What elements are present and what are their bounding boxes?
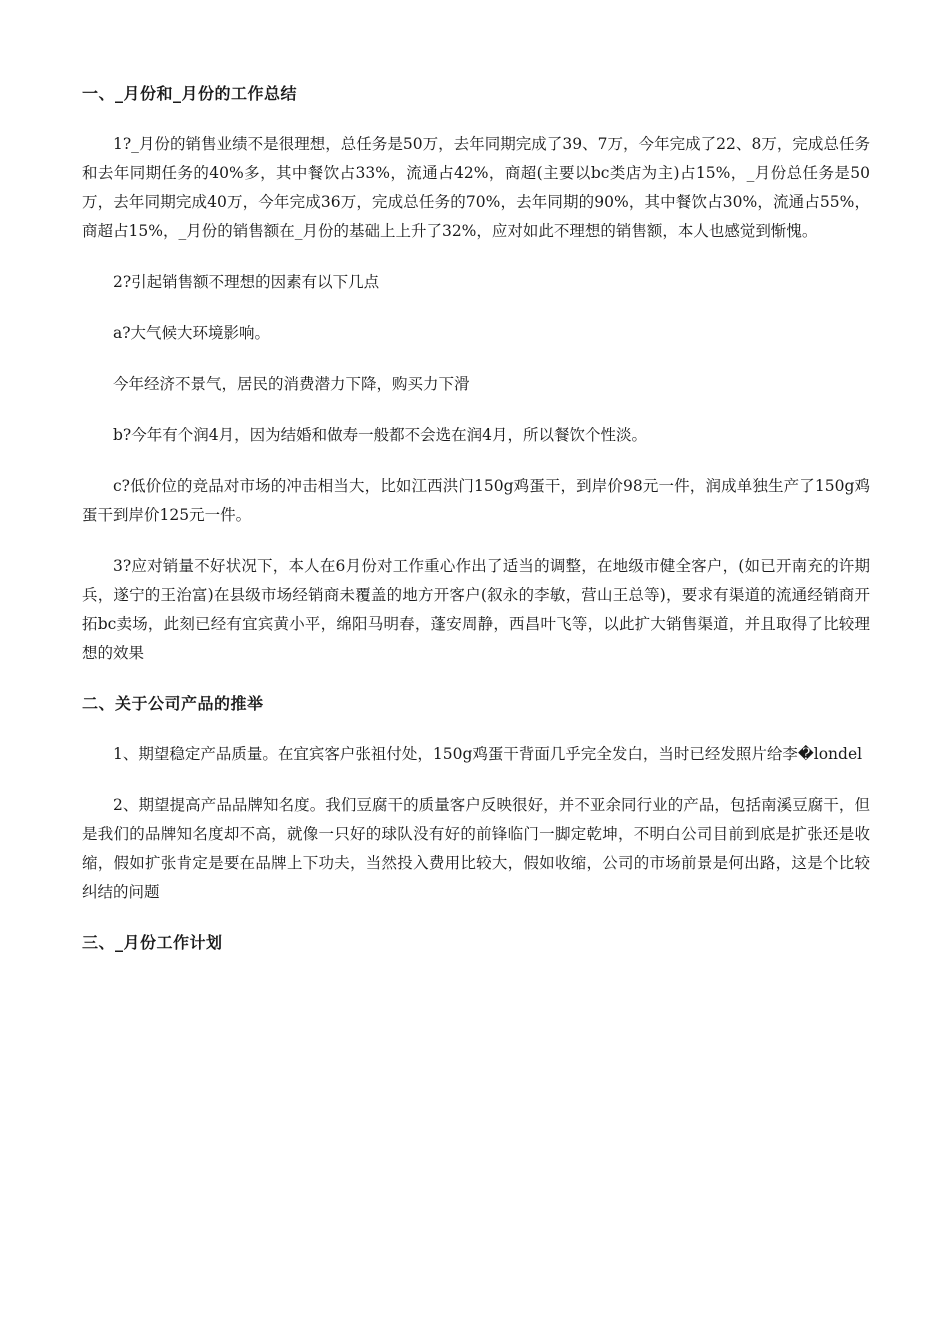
document-page xyxy=(82,80,870,979)
section-heading-1: 一、_月份和_月份的工作总结 xyxy=(82,84,298,103)
paragraph-1-7: 3?应对销量不好状况下，本人在6月份对工作重心作出了适当的调整，在地级市健全客户，(如已开南充的许期兵，遂宁的王治富)在县级市场经销商未覆盖的地方开客户(叙永的李敏，营山王总等)，要求有渠道的流通经销商开拓bc卖场，此刻已经有宜宾黄小平，绵阳马明春，蓬安周静，西昌叶飞等，以此扩大销售渠道，并且取得了比较理想的效果 xyxy=(82,557,870,662)
section-heading-3: 三、_月份工作计划 xyxy=(82,933,223,952)
paragraph-1-2: 2?引起销售额不理想的因素有以下几点 xyxy=(113,273,380,291)
paragraph-1-6: c?低价位的竞品对市场的冲击相当大，比如江西洪门150g鸡蛋干，到岸价98元一件，润成单独生产了150g鸡蛋干到岸价125元一件。 xyxy=(82,477,870,524)
paragraph-1-4: 今年经济不景气，居民的消费潜力下降，购买力下滑 xyxy=(113,375,470,393)
paragraph-1-5: b?今年有个润4月，因为结婚和做寿一般都不会选在润4月，所以餐饮个性淡。 xyxy=(113,426,647,444)
section-heading-2: 二、关于公司产品的推举 xyxy=(82,694,264,713)
paragraph-2-2: 2、期望提高产品品牌知名度。我们豆腐干的质量客户反映很好，并不亚余同行业的产品，包括南溪豆腐干，但是我们的品牌知名度却不高，就像一只好的球队没有好的前锋临门一脚定乾坤，不明白公司目前到底是扩张还是收缩，假如扩张肯定是要在品牌上下功夫，当然投入费用比较大，假如收缩，公司的市场前景是何出路，这是个比较纠结的问题 xyxy=(82,796,870,901)
paragraph-1-1: 1?_月份的销售业绩不是很理想，总任务是50万，去年同期完成了39、7万，今年完成了22、8万，完成总任务和去年同期任务的40%多，其中餐饮占33%，流通占42%，商超(主要以bc类店为主)占15%，_月份总任务是50万，去年同期完成40万，今年完成36万，完成总任务的70%，去年同期的90%，其中餐饮占30%，流通占55%，商超占15%，_月份的销售额在_月份的基础上上升了32%，应对如此不理想的销售额，本人也感觉到惭愧。 xyxy=(82,135,870,240)
paragraph-2-1: 1、期望稳定产品质量。在宜宾客户张祖付处，150g鸡蛋干背面几乎完全发白，当时已经发照片给李�londel xyxy=(113,745,863,763)
paragraph-1-3: a?大气候大环境影响。 xyxy=(113,324,271,342)
